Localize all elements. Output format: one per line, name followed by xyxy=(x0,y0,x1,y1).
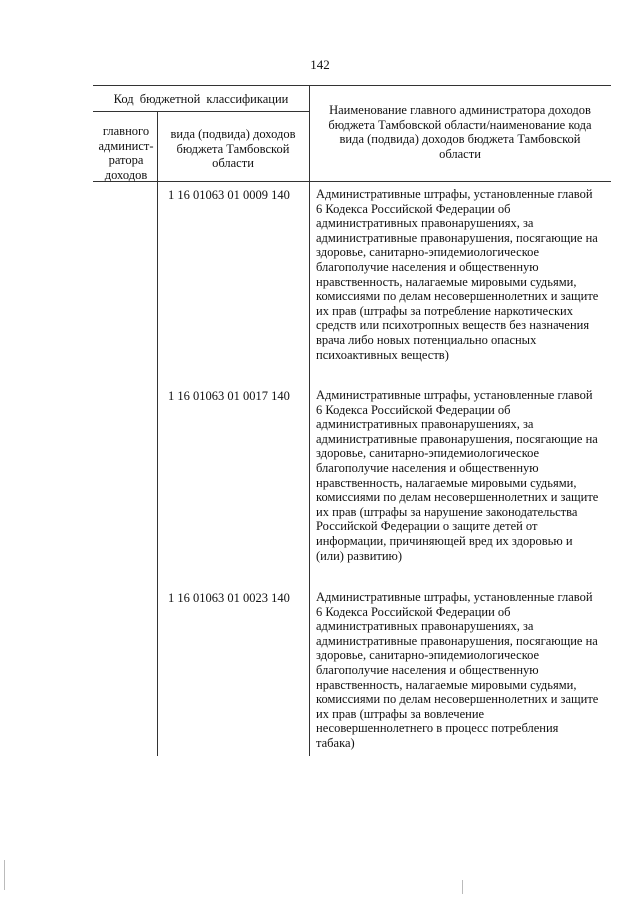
scan-bottom-mark xyxy=(462,880,463,894)
header-col-administrator: главного админист- ратора доходов xyxy=(98,124,154,182)
header-group-divider xyxy=(93,111,309,112)
page-number: 142 xyxy=(310,57,330,72)
table-top-border xyxy=(93,85,611,86)
row-1-description: Административные штрафы, установленные главой 6 Кодекса Российской Федерации об административных правонарушениях, за административные правонарушения, посягающие на здоровье, санитарно-эпидемиологическое благополучие населения и общественную нравственность, налагаемые мировыми судьями, комиссиями по делам несовершеннолетних и защите их прав (штрафы за потребление наркотических средств или психотропных веществ без назначения врача либо новых потенциально опасных психоактивных веществ) xyxy=(316,187,599,362)
header-col-name: Наименование главного администратора доходов бюджета Тамбовской области/наименование кода вида (подвида) доходов бюджета Тамбовской области xyxy=(328,103,592,161)
scan-edge-mark xyxy=(4,860,5,890)
column-divider-2 xyxy=(309,85,310,756)
row-1-code: 1 16 01063 01 0009 140 xyxy=(168,188,290,202)
row-2-description: Административные штрафы, установленные главой 6 Кодекса Российской Федерации об административных правонарушениях, за административные правонарушения, посягающие на здоровье, санитарно-эпидемиологическое благополучие населения и общественную нравственность, налагаемые мировыми судьями, комиссиями по делам несовершеннолетних и защите их прав (штрафы за нарушение законодательства Российской Федерации о защите детей от информации, причиняющей вред их здоровью и (или) развитию) xyxy=(316,388,599,563)
row-2-code: 1 16 01063 01 0017 140 xyxy=(168,389,290,403)
header-bottom-border xyxy=(93,181,611,182)
header-col-income-type: вида (подвида) доходов бюджета Тамбовской области xyxy=(170,127,296,171)
row-3-description: Административные штрафы, установленные главой 6 Кодекса Российской Федерации об административных правонарушениях, за административные правонарушения, посягающие на здоровье, санитарно-эпидемиологическое благополучие населения и общественную нравственность, налагаемые мировыми судьями, комиссиями по делам несовершеннолетних и защите их прав (штрафы за вовлечение несовершеннолетнего в процесс потребления табака) xyxy=(316,590,599,750)
row-3-code: 1 16 01063 01 0023 140 xyxy=(168,591,290,605)
header-group-title: Код бюджетной классификации xyxy=(113,92,289,106)
column-divider-1 xyxy=(157,111,158,756)
